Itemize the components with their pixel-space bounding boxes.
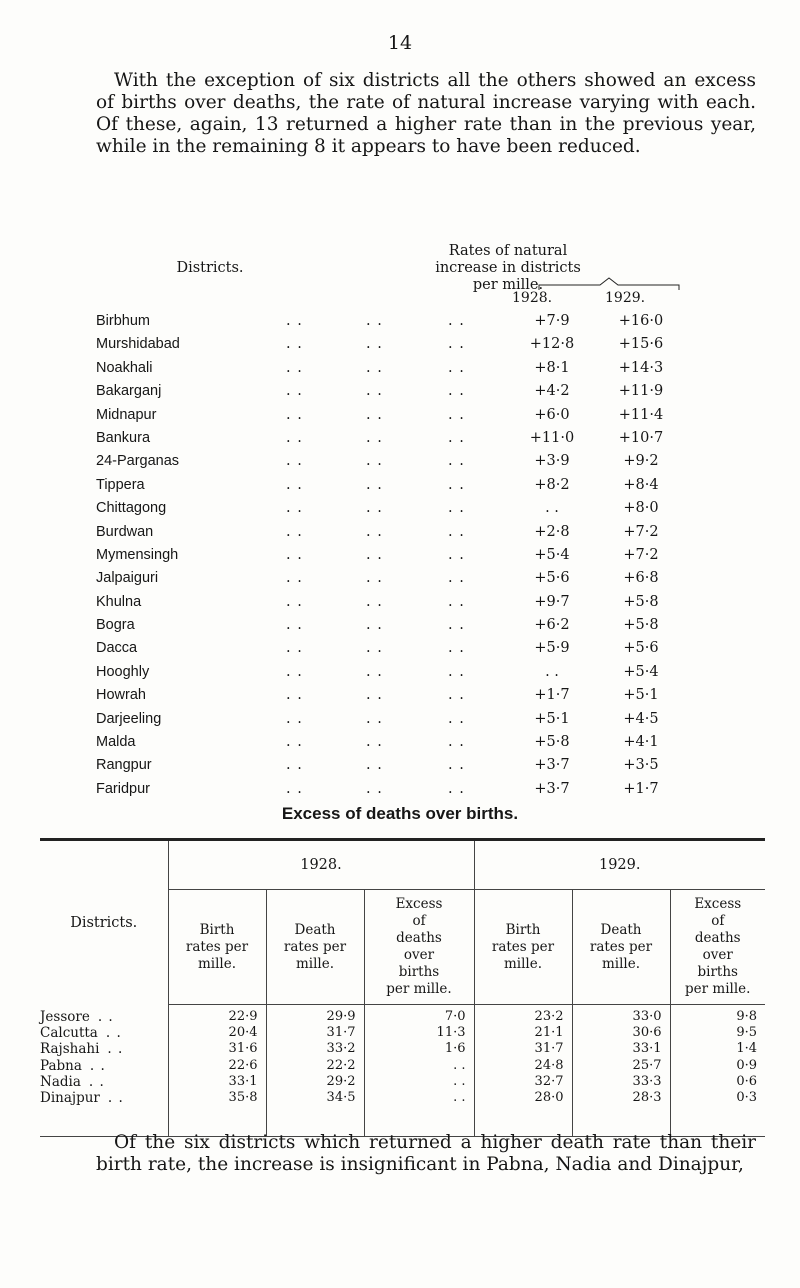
rate-1929: +14·3 (618, 359, 664, 376)
birth-rate-1929: 21·1 (474, 1025, 572, 1041)
district-name: Hooghly (96, 663, 150, 680)
header-birth-1929: Birth rates per mille. (474, 890, 572, 1005)
table-row (40, 1005, 765, 1026)
excess-table (40, 838, 765, 1137)
rate-1929: +6·8 (623, 570, 659, 587)
rate-1928: +5·6 (534, 570, 570, 587)
death-rate-1928: 31·7 (266, 1025, 364, 1041)
district-name: Pabna . . (40, 1057, 106, 1074)
rate-1928: +1·7 (534, 687, 570, 704)
rate-1928: . . (545, 500, 559, 517)
rate-1928: +5·9 (534, 640, 570, 657)
birth-rate-1928: 22·9 (168, 1005, 266, 1026)
rates-row: Bakarganj . . . . . . +4·2 +11·9 (0, 380, 800, 403)
table-row (40, 1041, 765, 1057)
rate-1928: +8·2 (534, 476, 570, 493)
rate-1928: . . (545, 663, 559, 680)
district-name: Tippera (96, 476, 145, 493)
death-rate-1928: 29·9 (266, 1005, 364, 1026)
rates-year-1928: 1928. (512, 290, 553, 306)
excess-1929: 9·5 (670, 1025, 765, 1041)
rate-1929: +10·7 (618, 429, 664, 446)
death-rate-1929: 33·1 (572, 1041, 670, 1057)
rate-1929: +15·6 (618, 336, 664, 353)
district-name: Noakhali (96, 359, 153, 376)
rate-1928: +3·9 (534, 453, 570, 470)
excess-1928: 7·0 (364, 1005, 474, 1026)
rate-1928: +8·1 (534, 359, 570, 376)
rates-row: Bankura . . . . . . +11·0 +10·7 (0, 427, 800, 450)
birth-rate-1928: 22·6 (168, 1058, 266, 1074)
rate-1929: +11·4 (618, 406, 664, 423)
district-name: Khulna (96, 593, 142, 610)
rates-row: Bogra . . . . . . +6·2 +5·8 (0, 614, 800, 637)
district-name: Birbhum (96, 313, 150, 329)
rate-1929: +11·9 (618, 383, 664, 400)
rates-row: Rangpur . . . . . . +3·7 +3·5 (0, 754, 800, 777)
rate-1929: +9·2 (623, 453, 659, 470)
death-rate-1928: 29·2 (266, 1074, 364, 1090)
rates-title-line-2: increase in districts (435, 260, 581, 276)
district-name: Chittagong (96, 500, 167, 517)
rate-1929: +8·4 (623, 476, 659, 493)
district-name: Rangpur (96, 757, 152, 774)
table-row (40, 1058, 765, 1074)
rate-1928: +9·7 (534, 593, 570, 610)
excess-table-title: Excess of deaths over births. (281, 804, 519, 823)
rate-1929: +7·2 (623, 546, 659, 563)
district-name: Darjeeling (96, 710, 162, 727)
district-name: Mymensingh (96, 546, 179, 563)
district-name: Midnapur (96, 406, 157, 423)
rates-title-line-1: Rates of natural (448, 243, 568, 259)
district-name: Dacca (96, 640, 138, 657)
excess-year-1929: 1929. (474, 840, 765, 890)
rate-1929: +1·7 (623, 780, 659, 797)
intro-paragraph: With the exception of six districts all the others showed an excess of births over deaths, the rate of natural increase varying with each. Of these, again, 13 returned a higher rate than in the previous year, while in the remaining 8 it appears to have been reduced. (96, 70, 756, 157)
rates-row: Chittagong . . . . . . . . +8·0 (0, 497, 800, 520)
rate-1929: +7·2 (623, 523, 659, 540)
header-death-1928: Death rates per mille. (266, 890, 364, 1005)
rates-row: Midnapur . . . . . . +6·0 +11·4 (0, 404, 800, 427)
rate-1929: +5·8 (623, 617, 659, 634)
excess-districts-header: Districts. (40, 840, 168, 1005)
rate-1929: +16·0 (618, 313, 664, 329)
rates-row: Hooghly . . . . . . . . +5·4 (0, 661, 800, 684)
rate-1928: +11·0 (529, 429, 575, 446)
district-name: Bakarganj (96, 383, 162, 400)
birth-rate-1929: 23·2 (474, 1005, 572, 1026)
death-rate-1929: 30·6 (572, 1025, 670, 1041)
birth-rate-1928: 31·6 (168, 1041, 266, 1057)
rates-districts-header: Districts. (176, 260, 244, 276)
header-excess-1929: Excess of deaths over births per mille. (670, 890, 765, 1005)
death-rate-1929: 33·3 (572, 1074, 670, 1090)
birth-rate-1929: 24·8 (474, 1058, 572, 1074)
rate-1928: +3·7 (534, 780, 570, 797)
rate-1928: +12·8 (529, 336, 575, 353)
birth-rate-1928: 20·4 (168, 1025, 266, 1041)
rates-row: Noakhali . . . . . . +8·1 +14·3 (0, 357, 800, 380)
rate-1929: +8·0 (623, 500, 659, 517)
rate-1928: +6·2 (534, 617, 570, 634)
rate-1928: +3·7 (534, 757, 570, 774)
excess-1929: 0·9 (670, 1058, 765, 1074)
death-rate-1928: 33·2 (266, 1041, 364, 1057)
rates-row: Mymensingh . . . . . . +5·4 +7·2 (0, 544, 800, 567)
excess-1929: 0·6 (670, 1074, 765, 1090)
header-death-1929: Death rates per mille. (572, 890, 670, 1005)
district-name: Dinajpur . . (40, 1090, 168, 1137)
rate-1929: +4·1 (623, 734, 659, 751)
district-name: Burdwan (96, 523, 154, 540)
birth-rate-1929: 28·0 (474, 1090, 572, 1137)
death-rate-1928: 34·5 (266, 1090, 364, 1137)
district-name: Malda (96, 734, 136, 751)
rate-1929: +4·5 (623, 710, 659, 727)
rate-1929: +3·5 (623, 757, 659, 774)
death-rate-1928: 22·2 (266, 1058, 364, 1074)
rate-1929: +5·4 (623, 663, 659, 680)
table-row (40, 1074, 765, 1090)
rates-row: Malda . . . . . . +5·8 +4·1 (0, 731, 800, 754)
excess-1928: . . (364, 1058, 474, 1074)
excess-1929: 0·3 (670, 1090, 765, 1137)
rates-row: Faridpur . . . . . . +3·7 +1·7 (0, 778, 800, 801)
rates-row: 24-Parganas . . . . . . +3·9 +9·2 (0, 450, 800, 473)
excess-table-body (40, 1005, 765, 1137)
district-name: Nadia . . (40, 1073, 105, 1090)
rate-1928: +4·2 (534, 383, 570, 400)
district-name: Bogra (96, 617, 135, 634)
rate-1928: +5·1 (534, 710, 570, 727)
birth-rate-1928: 33·1 (168, 1074, 266, 1090)
rate-1928: +5·8 (534, 734, 570, 751)
death-rate-1929: 28·3 (572, 1090, 670, 1137)
birth-rate-1929: 32·7 (474, 1074, 572, 1090)
excess-1928: . . (364, 1090, 474, 1137)
district-name: Calcutta . . (40, 1025, 122, 1042)
rate-1928: +6·0 (534, 406, 570, 423)
excess-1928: 11·3 (364, 1025, 474, 1041)
district-name: 24-Parganas (96, 453, 180, 470)
rates-row: Jalpaiguri . . . . . . +5·6 +6·8 (0, 567, 800, 590)
rate-1929: +5·8 (623, 593, 659, 610)
rates-row: Murshidabad . . . . . . +12·8 +15·6 (0, 333, 800, 356)
death-rate-1929: 33·0 (572, 1005, 670, 1026)
rates-row: Burdwan . . . . . . +2·8 +7·2 (0, 521, 800, 544)
rates-row: Dacca . . . . . . +5·9 +5·6 (0, 637, 800, 660)
district-name: Murshidabad (96, 336, 180, 353)
rate-1928: +2·8 (534, 523, 570, 540)
rates-title-line-3: per mille. (472, 277, 544, 293)
rate-1928: +5·4 (534, 546, 570, 563)
rates-rows (0, 310, 800, 801)
excess-1928: 1·6 (364, 1041, 474, 1057)
district-name: Howrah (96, 687, 146, 704)
district-name: Rajshahi . . (40, 1041, 124, 1058)
rates-year-1929: 1929. (605, 290, 646, 306)
rates-row: Tippera . . . . . . +8·2 +8·4 (0, 474, 800, 497)
birth-rate-1928: 35·8 (168, 1090, 266, 1137)
rate-1928: +7·9 (534, 313, 570, 329)
table-row (40, 1090, 765, 1137)
district-name: Jessore . . (40, 1008, 114, 1025)
excess-1929: 9·8 (670, 1005, 765, 1026)
header-excess-1928: Excess of deaths over births per mille. (364, 890, 474, 1005)
rate-1929: +5·1 (623, 687, 659, 704)
rates-row: Howrah . . . . . . +1·7 +5·1 (0, 684, 800, 707)
rate-1929: +5·6 (623, 640, 659, 657)
district-name: Jalpaiguri (96, 570, 159, 587)
closing-paragraph: Of the six districts which returned a higher death rate than their birth rate, the increase is insignificant in Pabna, Nadia and Dinajpur, (96, 1132, 756, 1175)
header-birth-1928: Birth rates per mille. (168, 890, 266, 1005)
excess-1928: . . (364, 1074, 474, 1090)
district-name: Faridpur (96, 780, 150, 797)
rates-row: Khulna . . . . . . +9·7 +5·8 (0, 591, 800, 614)
rates-row: Darjeeling . . . . . . +5·1 +4·5 (0, 708, 800, 731)
excess-1929: 1·4 (670, 1041, 765, 1057)
excess-year-1928: 1928. (168, 840, 474, 890)
death-rate-1929: 25·7 (572, 1058, 670, 1074)
table-row (40, 1025, 765, 1041)
page-number: 14 (387, 32, 413, 54)
district-name: Bankura (96, 429, 151, 446)
birth-rate-1929: 31·7 (474, 1041, 572, 1057)
rates-row: Birbhum . . . . . . +7·9 +16·0 (0, 310, 800, 333)
